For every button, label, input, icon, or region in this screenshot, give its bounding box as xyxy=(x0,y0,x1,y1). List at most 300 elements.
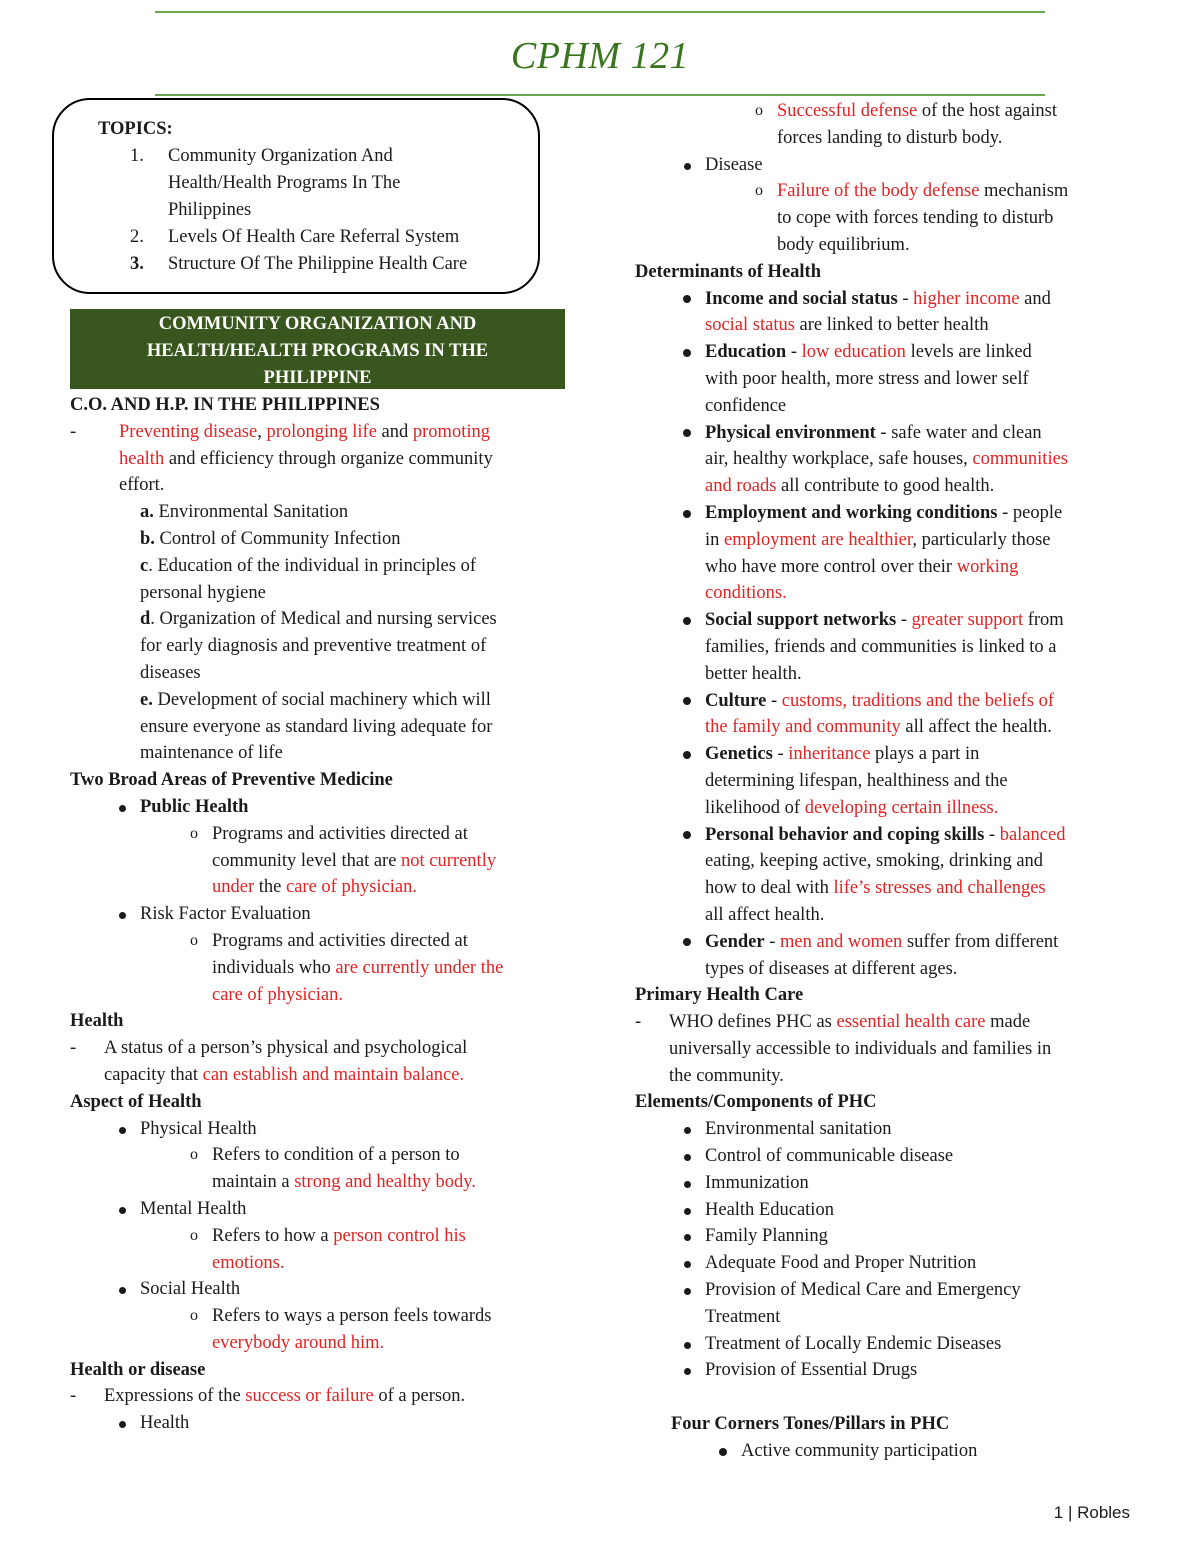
list-item xyxy=(70,1116,570,1143)
element-item xyxy=(635,1223,1155,1250)
right-column xyxy=(635,98,1155,1465)
text-run: social status xyxy=(705,315,795,336)
bullet xyxy=(635,1304,705,1331)
co-item xyxy=(140,526,570,553)
bullet-dot xyxy=(683,510,691,518)
co-item-letter: b. xyxy=(140,528,155,549)
text-run: Preventing disease xyxy=(119,421,258,442)
text-run: Expressions of the xyxy=(104,1386,246,1407)
determinant-line xyxy=(635,366,1155,393)
text-run: eating, keeping active, smoking, drinking and xyxy=(705,851,1044,872)
text-run: Programs and activities directed at xyxy=(212,930,468,951)
text-run: all contribute to good health. xyxy=(776,476,995,497)
determinant-text xyxy=(705,339,1032,366)
determinant-line xyxy=(635,822,1155,849)
text-run: are currently under the xyxy=(335,957,504,978)
topic-item xyxy=(98,251,538,278)
text-run: in xyxy=(705,529,725,550)
determinant-text xyxy=(705,473,994,500)
text-run: better health. xyxy=(705,663,802,684)
two-areas-heading: Two Broad Areas of Preventive Medicine xyxy=(70,770,393,791)
co-item xyxy=(140,499,570,526)
determinant-label: Genetics xyxy=(705,744,773,765)
determinant-line xyxy=(635,393,1155,420)
text-run: of the host against xyxy=(917,101,1058,121)
determinant-line xyxy=(635,902,1155,929)
determinant-line xyxy=(635,875,1155,902)
sub-list: o Programs and activities directed at community level that are not currently under the care of physician. xyxy=(70,821,570,901)
bullet xyxy=(635,795,705,822)
social-health-label: Social Health xyxy=(140,1279,241,1300)
bullet xyxy=(635,768,705,795)
element-text: Control of communicable disease xyxy=(705,1146,954,1167)
co-item-line: ensure everyone as standard living adequate for xyxy=(140,716,493,737)
determinant-text xyxy=(705,500,1062,527)
bullet xyxy=(635,1116,705,1143)
element-item xyxy=(635,1277,1155,1304)
determinant-line xyxy=(635,500,1155,527)
text-run: WHO defines PHC as xyxy=(669,1012,837,1033)
determinant-text xyxy=(705,848,1043,875)
text-run: and efficiency through organize community xyxy=(164,448,493,469)
health-or-disease-heading: Health or disease xyxy=(70,1359,206,1380)
element-text: Health Education xyxy=(705,1199,834,1220)
bullet xyxy=(635,527,705,554)
topic-number xyxy=(98,170,168,197)
determinant-label: Gender xyxy=(705,931,765,952)
co-item-line xyxy=(140,687,570,714)
title-rule xyxy=(155,94,1045,96)
text-run: greater support xyxy=(911,610,1024,631)
bullet-dot xyxy=(683,751,691,759)
co-item-letter: d xyxy=(140,609,151,630)
hod-definition: - Expressions of the success or failure of a person. xyxy=(70,1386,466,1407)
co-item-line xyxy=(140,606,570,633)
text-run: emotions. xyxy=(212,1252,285,1273)
determinant-label: Income and social status xyxy=(705,288,898,309)
text-run: conditions. xyxy=(705,583,787,604)
bullet-dot xyxy=(684,1288,691,1295)
determinant-line xyxy=(635,848,1155,875)
topic-item xyxy=(98,170,538,197)
list-item xyxy=(70,1196,570,1223)
co-item-line: personal hygiene xyxy=(140,582,266,603)
determinant-line xyxy=(635,634,1155,661)
determinant-text xyxy=(705,554,1018,581)
determinant-label: Physical environment xyxy=(705,422,876,443)
bullet xyxy=(635,1277,705,1304)
bullet xyxy=(635,1143,705,1170)
determinant-line xyxy=(635,688,1155,715)
bullet-dot xyxy=(683,938,691,946)
bullet-dot xyxy=(684,1127,691,1134)
determinant-line xyxy=(635,607,1155,634)
determinant-text xyxy=(705,795,998,822)
text-run: life’s stresses and challenges xyxy=(833,878,1046,899)
topic-text: Health/Health Programs In The xyxy=(168,173,401,193)
element-item xyxy=(635,1357,1155,1384)
co-item-text: Development of social machinery which will xyxy=(152,689,491,710)
text-run: community level that are xyxy=(212,850,402,871)
bullet-dot xyxy=(684,1234,691,1241)
bullet xyxy=(635,848,705,875)
text-run: , xyxy=(257,421,267,442)
text-run: Programs and activities directed at xyxy=(212,823,468,844)
text-run: universally accessible to individuals and families in xyxy=(669,1038,1052,1059)
phc-definition: - WHO defines PHC as essential health care made universally accessible to individuals and families in the community. xyxy=(635,1009,1155,1089)
determinant-line xyxy=(635,795,1155,822)
determinant-line xyxy=(635,929,1155,956)
element-item xyxy=(635,1143,1155,1170)
text-run: can establish and maintain balance. xyxy=(202,1064,465,1085)
bullet xyxy=(635,446,705,473)
text-run: families, friends and communities is linked to a xyxy=(705,636,1057,657)
element-text: Adequate Food and Proper Nutrition xyxy=(705,1253,977,1274)
text-run: everybody around him. xyxy=(212,1332,385,1353)
pillars-heading: Four Corners Tones/Pillars in PHC xyxy=(671,1414,950,1435)
text-run: care of physician. xyxy=(285,877,417,898)
determinant-label: Personal behavior and coping skills xyxy=(705,824,985,845)
list-item xyxy=(70,794,570,821)
element-text: Provision of Essential Drugs xyxy=(705,1360,918,1381)
co-item-line xyxy=(140,499,570,526)
text-run: strong and healthy body. xyxy=(294,1172,476,1193)
co-item xyxy=(140,606,570,686)
text-run: under xyxy=(212,877,255,898)
text-run: of a person. xyxy=(373,1386,466,1407)
text-run: inheritance xyxy=(788,744,871,765)
bullet xyxy=(635,1223,705,1250)
determinant-line xyxy=(635,473,1155,500)
text-run: person control his xyxy=(333,1225,466,1246)
health-label: Health xyxy=(140,1413,190,1434)
text-run: who have more control over their xyxy=(705,556,957,577)
bullet xyxy=(635,875,705,902)
determinant-line xyxy=(635,527,1155,554)
determinant-text xyxy=(705,286,1051,313)
topic-number xyxy=(98,197,168,224)
co-item xyxy=(140,687,570,767)
bullet xyxy=(635,1250,705,1277)
text-run: Refers to ways a person feels towards xyxy=(212,1306,492,1327)
text-run: low education xyxy=(801,342,906,363)
co-item-text: Control of Community Infection xyxy=(154,528,401,549)
physical-health-label: Physical Health xyxy=(140,1118,257,1139)
text-run: , particularly those xyxy=(912,529,1051,550)
bullet-dot xyxy=(683,349,691,357)
aspect-heading: Aspect of Health xyxy=(70,1091,202,1112)
bullet xyxy=(635,1331,705,1358)
determinant-label: Culture xyxy=(705,690,767,711)
sub-list: o Refers to condition of a person to maintain a strong and healthy body. xyxy=(70,1142,570,1196)
page-footer: 1 | Robles xyxy=(1053,1503,1130,1522)
determinant-text xyxy=(705,420,1042,447)
text-run: how to deal with xyxy=(705,878,834,899)
mental-health-label: Mental Health xyxy=(140,1198,247,1219)
bullet xyxy=(635,714,705,741)
text-run: from xyxy=(1023,610,1064,631)
determinant-line xyxy=(635,768,1155,795)
list-item xyxy=(635,152,1155,179)
element-item xyxy=(635,1250,1155,1277)
list-item xyxy=(70,1410,570,1437)
text-run: the family and community xyxy=(705,717,901,738)
co-item-text: . Organization of Medical and nursing services xyxy=(150,609,497,630)
text-run: - xyxy=(766,690,782,711)
topic-text: Philippines xyxy=(168,200,252,220)
determinant-line xyxy=(635,420,1155,447)
bullet-dot xyxy=(683,697,691,705)
risk-factor-label: Risk Factor Evaluation xyxy=(140,904,311,925)
determinant-line xyxy=(635,661,1155,688)
bullet xyxy=(635,366,705,393)
text-run: not currently xyxy=(401,850,497,871)
bullet xyxy=(635,741,705,768)
co-item xyxy=(140,553,570,607)
text-run: balanced xyxy=(999,824,1066,845)
text-run: essential health care xyxy=(836,1012,986,1033)
text-run: plays a part in xyxy=(870,744,980,765)
bullet xyxy=(635,956,705,983)
element-item xyxy=(635,1116,1155,1143)
list-item xyxy=(70,901,570,928)
bullet-dot xyxy=(684,1261,691,1268)
top-rule xyxy=(155,11,1045,13)
text-run: types of diseases at different ages. xyxy=(705,958,958,979)
bullet xyxy=(635,822,705,849)
text-run: Refers to condition of a person to xyxy=(212,1145,460,1166)
co-item-letter: c xyxy=(140,555,149,576)
element-text: Treatment xyxy=(705,1306,781,1327)
topic-text: Community Organization And xyxy=(168,146,393,166)
sub-list: o Refers to how a person control his emotions. xyxy=(70,1223,570,1277)
element-text: Immunization xyxy=(705,1172,809,1193)
determinant-label: Education xyxy=(705,342,787,363)
determinant-text xyxy=(705,768,1008,795)
bullet xyxy=(635,634,705,661)
text-run: Failure of the body defense xyxy=(777,181,980,202)
determinant-line xyxy=(635,554,1155,581)
topic-number: 3. xyxy=(130,254,144,274)
determinant-text xyxy=(705,366,1029,393)
determinant-line xyxy=(635,956,1155,983)
phc-heading: Primary Health Care xyxy=(635,985,804,1006)
text-run: the xyxy=(254,877,286,898)
health-definition: - A status of a person’s physical and psychological capacity that can establish and maintain balance. xyxy=(70,1035,570,1089)
topic-item xyxy=(98,224,538,251)
text-run: determining lifespan, healthiness and the xyxy=(705,770,1008,791)
element-item xyxy=(635,1304,1155,1331)
text-run: all affect health. xyxy=(705,904,825,925)
co-item-line xyxy=(140,553,570,580)
text-run: with poor health, more stress and lower self xyxy=(705,368,1029,389)
determinant-text xyxy=(705,714,1052,741)
co-item-line: diseases xyxy=(140,662,201,683)
list-item xyxy=(635,1438,1155,1465)
determinant-text xyxy=(705,875,1046,902)
co-item-letter: a. xyxy=(140,502,154,523)
determinant-text xyxy=(705,741,979,768)
sub-list: o Programs and activities directed at individuals who are currently under the care of physician. xyxy=(70,928,570,1008)
bullet xyxy=(635,902,705,929)
determinant-line xyxy=(635,714,1155,741)
determinants-heading: Determinants of Health xyxy=(635,261,821,282)
bullet-dot xyxy=(683,617,691,625)
topic-item xyxy=(98,143,538,170)
list-item xyxy=(70,1276,570,1303)
left-column xyxy=(70,392,570,1437)
text-run: success or failure xyxy=(245,1386,374,1407)
determinant-text xyxy=(705,661,802,688)
co-definition: - Preventing disease, prolonging life and promoting health and efficiency through organize community effort. xyxy=(70,419,570,499)
text-run: - xyxy=(897,288,914,309)
text-run: all affect the health. xyxy=(900,717,1052,738)
elements-heading: Elements/Components of PHC xyxy=(635,1092,877,1113)
banner-line: HEALTH/HEALTH PROGRAMS IN THE xyxy=(146,341,489,361)
text-run: - xyxy=(772,744,789,765)
public-health-label: Public Health xyxy=(140,796,249,817)
text-run: Successful defense xyxy=(777,101,918,121)
bullet xyxy=(635,688,705,715)
text-run: - people xyxy=(997,502,1063,523)
bullet xyxy=(635,554,705,581)
determinant-text xyxy=(705,634,1056,661)
element-item xyxy=(635,1331,1155,1358)
determinant-text xyxy=(705,527,1051,554)
bullet xyxy=(635,580,705,607)
determinant-text xyxy=(705,446,1068,473)
bullet-dot xyxy=(683,429,691,437)
text-run: customs, traditions and the beliefs of xyxy=(781,690,1055,711)
health-heading: Health xyxy=(70,1011,124,1032)
co-item-line: for early diagnosis and preventive treatment of xyxy=(140,636,487,657)
text-run: effort. xyxy=(119,475,165,496)
bullet-dot xyxy=(683,295,691,303)
co-heading: C.O. AND H.P. IN THE PHILIPPINES xyxy=(70,395,380,415)
determinant-text xyxy=(705,822,1065,849)
bullet-dot xyxy=(683,831,691,839)
element-text: Provision of Medical Care and Emergency xyxy=(705,1280,1021,1301)
text-run: and roads xyxy=(705,476,777,497)
determinant-text xyxy=(705,902,824,929)
banner-line: PHILIPPINE xyxy=(263,368,372,388)
determinant-line xyxy=(635,286,1155,313)
text-run: suffer from different xyxy=(902,931,1059,952)
text-run: Refers to how a xyxy=(212,1225,334,1246)
text-run: capacity that xyxy=(104,1064,203,1085)
text-run: communities xyxy=(972,449,1068,470)
text-run: the community. xyxy=(669,1065,784,1086)
text-run: - safe water and clean xyxy=(875,422,1042,443)
co-item-line xyxy=(140,526,570,553)
text-run: individuals who xyxy=(212,957,336,978)
co-item-text: Environmental Sanitation xyxy=(153,502,349,523)
sub-list: o Refers to ways a person feels towards everybody around him. xyxy=(70,1303,570,1357)
bullet xyxy=(635,1357,705,1384)
topic-text: Levels Of Health Care Referral System xyxy=(168,227,460,247)
text-run: men and women xyxy=(780,931,903,952)
bullet xyxy=(635,312,705,339)
determinant-label: Employment and working conditions xyxy=(705,502,998,523)
text-run: confidence xyxy=(705,395,787,416)
determinant-line xyxy=(635,580,1155,607)
bullet xyxy=(635,929,705,956)
text-run: - xyxy=(984,824,1000,845)
sub-list: o Successful defense of the host against forces landing to disturb body. xyxy=(635,98,1155,152)
bullet xyxy=(635,1197,705,1224)
text-run: health xyxy=(119,448,165,469)
text-run: body equilibrium. xyxy=(777,234,910,255)
co-item-letter: e. xyxy=(140,689,153,710)
text-run: developing certain illness. xyxy=(804,797,999,818)
determinant-line xyxy=(635,312,1155,339)
bullet xyxy=(635,473,705,500)
text-run: likelihood of xyxy=(705,797,805,818)
determinant-text xyxy=(705,312,989,339)
element-text: Family Planning xyxy=(705,1226,828,1247)
topic-item xyxy=(98,197,538,224)
topic-number: 1. xyxy=(130,146,144,166)
text-run: mechanism xyxy=(979,181,1069,202)
determinant-text xyxy=(705,580,787,607)
text-run: maintain a xyxy=(212,1172,295,1193)
determinant-text xyxy=(705,929,1058,956)
determinant-line xyxy=(635,741,1155,768)
text-run: promoting xyxy=(412,421,490,442)
determinant-text xyxy=(705,688,1054,715)
text-run: prolonging life xyxy=(266,421,377,442)
topic-number: 2. xyxy=(130,227,144,247)
disease-label: Disease xyxy=(705,154,763,175)
bullet xyxy=(635,607,705,634)
section-banner xyxy=(70,309,565,389)
text-run: - xyxy=(764,931,781,952)
sub-list: o Failure of the body defense mechanism to cope with forces tending to disturb body equilibrium. xyxy=(635,178,1155,258)
element-text: Environmental sanitation xyxy=(705,1119,892,1140)
bullet-dot xyxy=(684,1181,691,1188)
bullet-dot xyxy=(684,1208,691,1215)
bullet xyxy=(635,339,705,366)
topics-heading: TOPICS: xyxy=(98,119,173,139)
pillar-label: Active community participation xyxy=(741,1441,978,1462)
text-run: levels are linked xyxy=(905,342,1032,363)
bullet xyxy=(635,500,705,527)
determinant-label: Social support networks xyxy=(705,610,897,631)
determinant-text xyxy=(705,956,957,983)
bullet-dot xyxy=(684,1154,691,1161)
text-run: and xyxy=(1019,288,1051,309)
text-run: forces landing to disturb body. xyxy=(777,127,1003,148)
bullet xyxy=(635,661,705,688)
text-run: air, healthy workplace, safe houses, xyxy=(705,449,973,470)
determinant-line xyxy=(635,446,1155,473)
topics-list xyxy=(98,116,538,278)
element-item xyxy=(635,1170,1155,1197)
co-item-line: maintenance of life xyxy=(140,743,283,764)
bullet xyxy=(635,420,705,447)
determinant-text xyxy=(705,607,1064,634)
bullet-dot xyxy=(684,1342,691,1349)
element-text: Treatment of Locally Endemic Diseases xyxy=(705,1333,1002,1354)
text-run: and xyxy=(376,421,413,442)
determinant-text xyxy=(705,393,786,420)
text-run: - xyxy=(896,610,912,631)
text-run: higher income xyxy=(913,288,1020,309)
text-run: working xyxy=(956,556,1019,577)
text-run: employment are healthier xyxy=(724,529,913,550)
topic-text: Structure Of The Philippine Health Care xyxy=(168,254,468,274)
text-run: - xyxy=(786,342,802,363)
